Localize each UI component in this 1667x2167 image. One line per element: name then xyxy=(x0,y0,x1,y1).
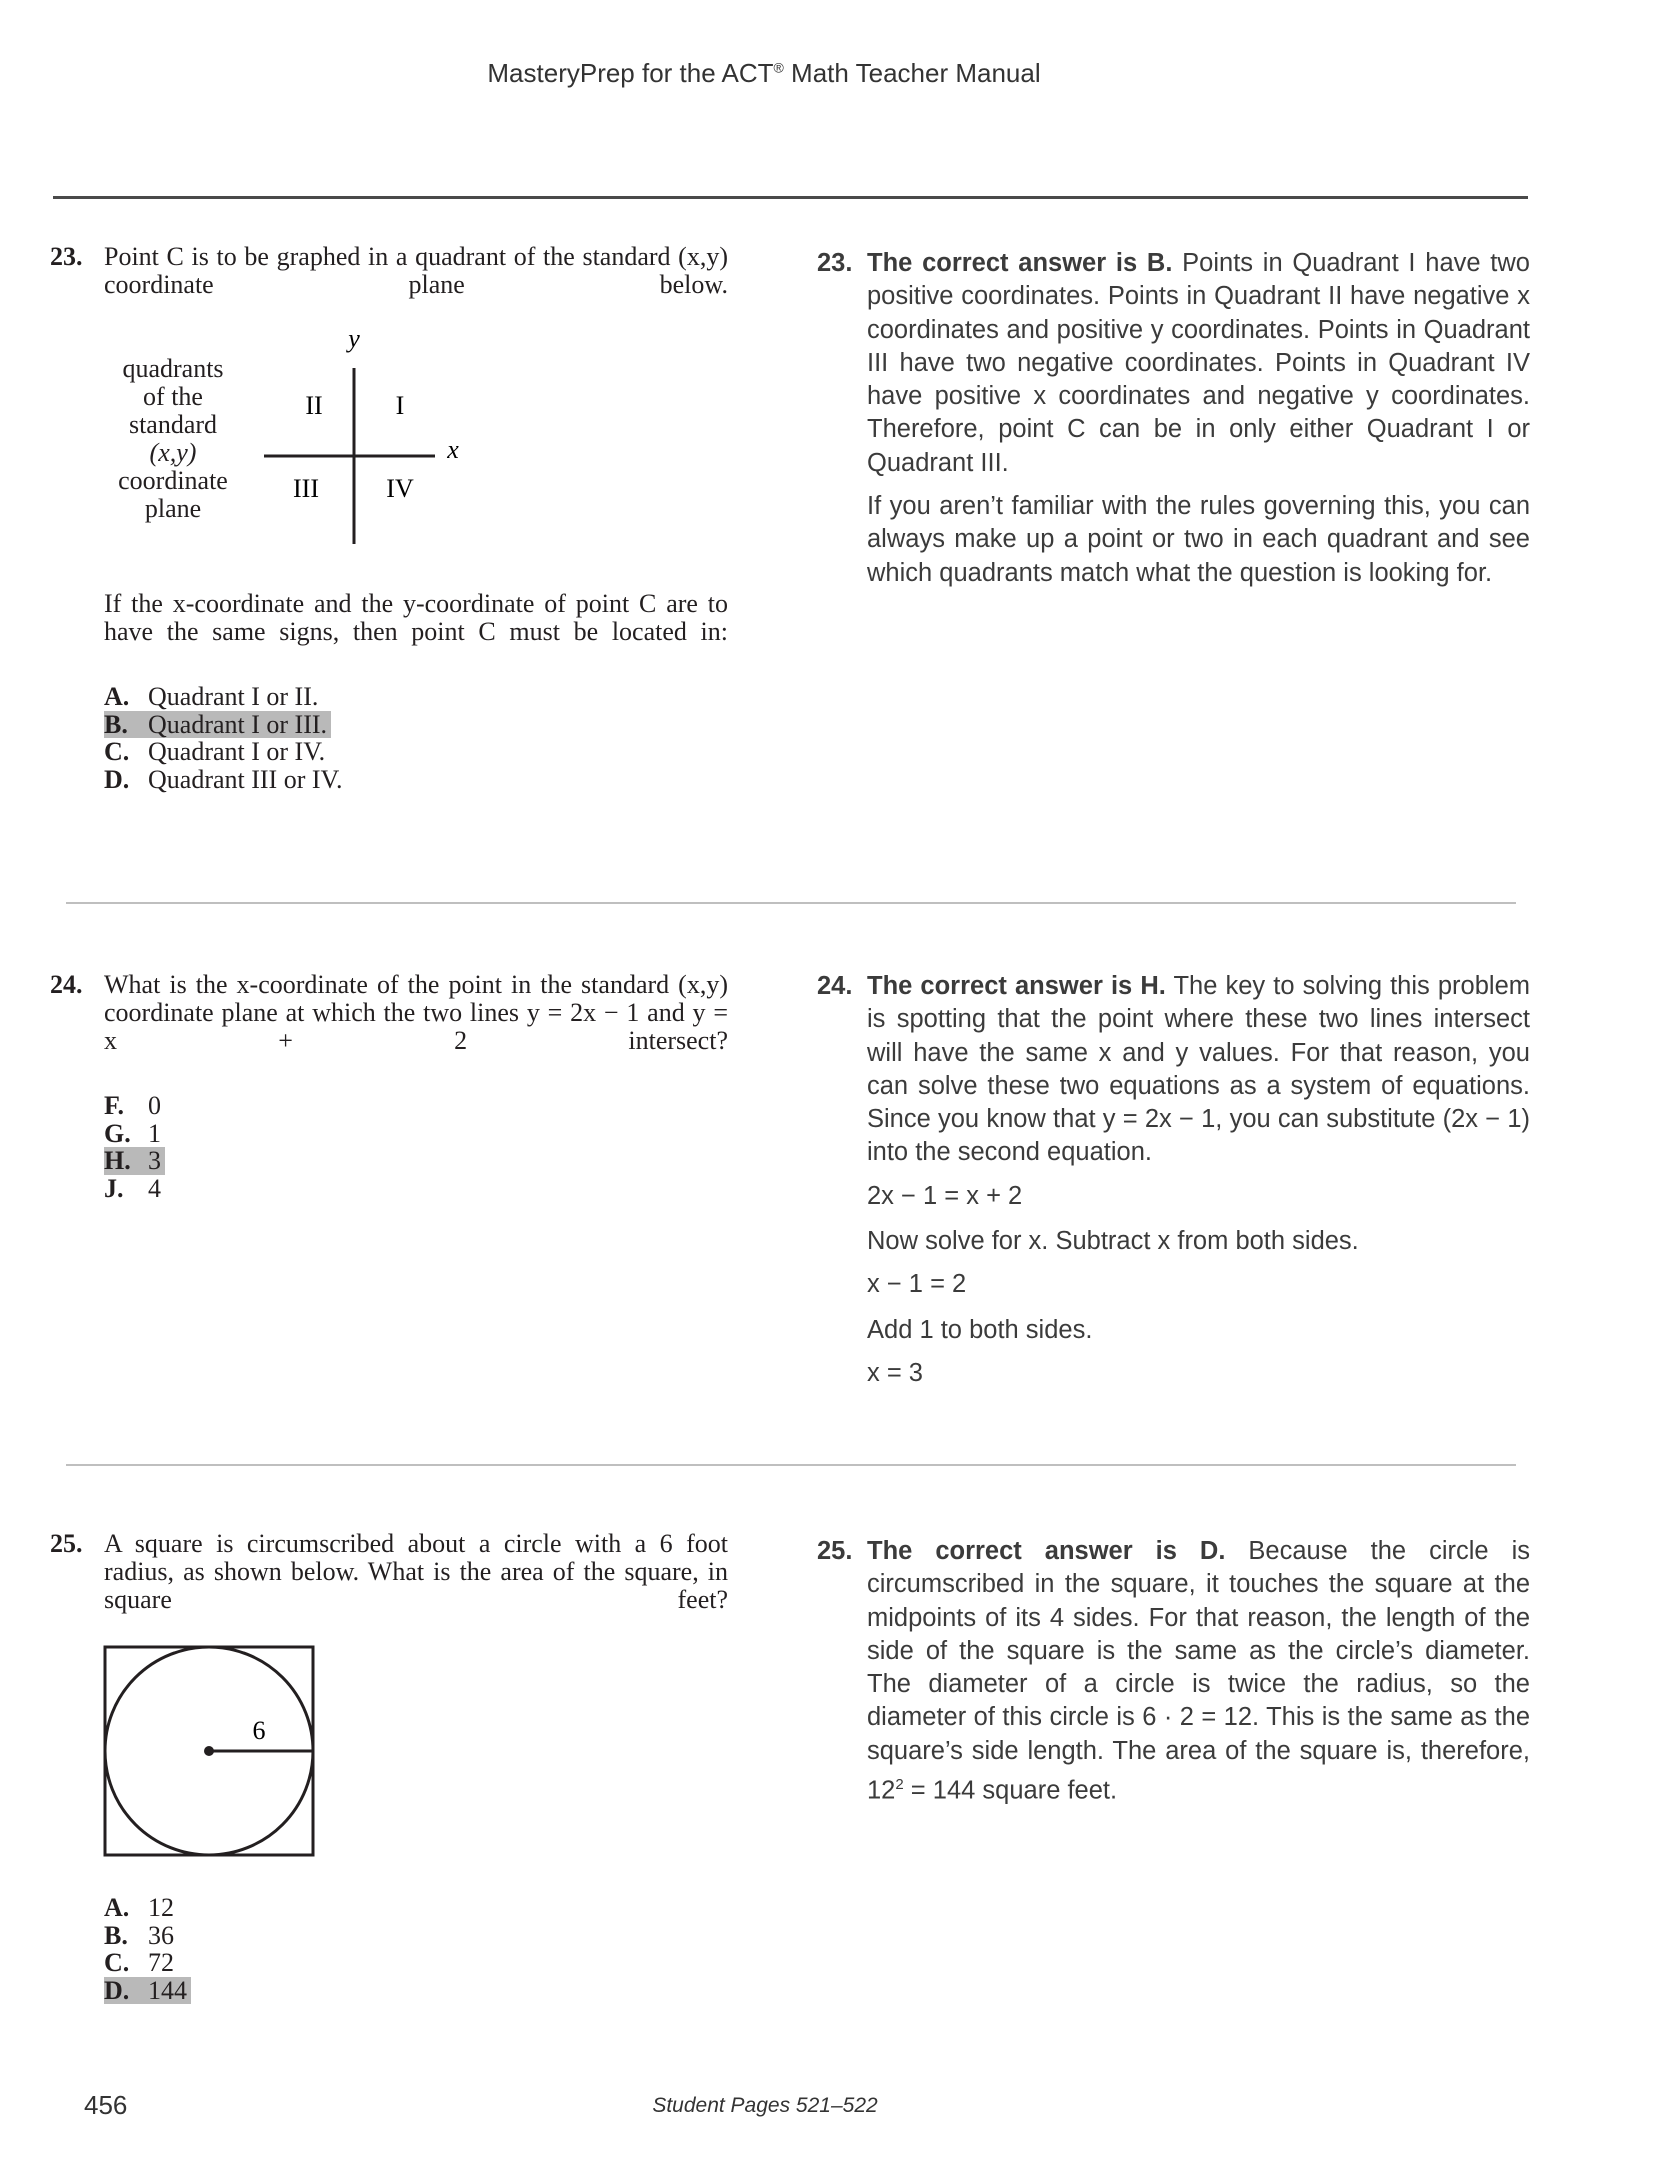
quadrant-figure-caption xyxy=(104,355,242,523)
choice-text: Quadrant I or IV. xyxy=(148,737,326,766)
answer-paragraph: If you aren’t familiar with the rules governing this, you can always make up a point or two in each quadrant and see which quadrants match what the question is looking for. xyxy=(867,492,1530,587)
quadrant-label: I xyxy=(395,391,405,420)
choice-text: Quadrant I or III. xyxy=(148,709,328,739)
radius-label: 6 xyxy=(252,1716,266,1745)
choice-text: 0 xyxy=(148,1091,161,1120)
question-stem: Point C is to be graphed in a quadrant of the standard (x,y) coordinate plane below. xyxy=(104,242,728,299)
question-23 xyxy=(50,243,728,327)
header-title: MasteryPrep for the ACT xyxy=(487,58,774,88)
page-number: 456 xyxy=(84,2090,128,2120)
choice-d[interactable] xyxy=(104,766,346,794)
choice-b[interactable] xyxy=(104,1922,191,1950)
choice-letter: B. xyxy=(104,1920,128,1950)
choice-text: 4 xyxy=(148,1173,161,1203)
choice-h-correct[interactable] xyxy=(104,1147,165,1175)
header-rule xyxy=(53,196,1528,199)
question-number: 25. xyxy=(50,1529,83,1558)
answer-paragraph: Now solve for x. Subtract x from both sides. xyxy=(867,1227,1359,1256)
choice-letter: H. xyxy=(104,1146,131,1175)
choice-text: 144 xyxy=(148,1975,187,2005)
answer-choices-25 xyxy=(104,1894,191,2004)
section-divider xyxy=(66,902,1516,904)
page-header xyxy=(0,58,1528,89)
center-point xyxy=(204,1746,214,1756)
question-25 xyxy=(50,1530,728,1642)
choice-letter: C. xyxy=(104,1948,130,1977)
answer-paragraph xyxy=(867,970,1530,1170)
caption-line: coordinate xyxy=(118,466,228,495)
caption-line: (x,y) xyxy=(149,438,197,467)
answer-lead: The correct answer is D. xyxy=(867,1537,1226,1565)
answer-text: = 144 square feet. xyxy=(903,1776,1118,1805)
choice-a[interactable] xyxy=(104,683,346,711)
question-prompt: If the x-coordinate and the y-coordinate of point C are to have the same signs, then point C must be located in: xyxy=(104,589,728,646)
answer-number: 25. xyxy=(817,1537,853,1565)
choice-j[interactable] xyxy=(104,1175,165,1203)
choice-text: 12 xyxy=(148,1893,174,1922)
choice-text: Quadrant I or II. xyxy=(148,682,319,711)
equation: x = 3 xyxy=(867,1358,923,1387)
answer-choices-24 xyxy=(104,1092,165,1202)
question-number: 24. xyxy=(50,970,83,999)
question-24 xyxy=(50,971,728,1083)
answer-text: Points in Quadrant I have two positive coordinates. Points in Quadrant II have negative x coordinates and positive y coordinates. Points in Quadrant III have two negative coordinates. Points in Quadrant IV have positive x coordinates and negative y coordinates. Therefore, point C can be in only either Quadrant I or Quadrant III. xyxy=(867,249,1530,477)
answer-paragraph xyxy=(867,1535,1530,1808)
question-number: 23. xyxy=(50,242,83,271)
question-stem: What is the x-coordinate of the point in the standard (x,y) coordinate plane at which the two lines y = 2x − 1 and y = x + 2 intersect? xyxy=(104,970,728,1055)
answer-paragraph: Add 1 to both sides. xyxy=(867,1315,1093,1344)
choice-c[interactable] xyxy=(104,1949,191,1977)
answer-text: Because the circle is circumscribed in the square, it touches the square at the midpoints of its 4 sides. For that reason, the length of the side of the square is the same as the circle’s diameter. The diameter of a circle is twice the radius, so the diameter of this circle is 6 · 2 = 12. This is the same as the square’s side length. The area of the square is, therefore, 12 xyxy=(867,1537,1530,1805)
answer-23 xyxy=(817,247,1530,600)
answer-choices-23 xyxy=(104,683,346,793)
choice-text: 72 xyxy=(148,1948,174,1977)
answer-24 xyxy=(817,970,1530,1402)
choice-letter: A. xyxy=(104,682,130,711)
quadrant-label: IV xyxy=(386,474,414,503)
choice-letter: D. xyxy=(104,1975,130,2005)
choice-c[interactable] xyxy=(104,738,346,766)
answer-lead: The correct answer is H. xyxy=(867,972,1166,1000)
answer-number: 23. xyxy=(817,249,853,277)
quadrant-label: II xyxy=(305,391,323,420)
answer-lead: The correct answer is B. xyxy=(867,249,1173,277)
choice-d-correct[interactable] xyxy=(104,1977,191,2005)
choice-letter: F. xyxy=(104,1091,124,1120)
exponent: 2 xyxy=(895,1776,904,1794)
choice-text: 3 xyxy=(148,1146,161,1175)
registered-mark: ® xyxy=(773,59,784,76)
choice-a[interactable] xyxy=(104,1894,191,1922)
caption-line: standard xyxy=(128,410,218,439)
choice-letter: A. xyxy=(104,1893,130,1922)
question-stem: A square is circumscribed about a circle with a 6 foot radius, as shown below. What is the area of the square, in square feet? xyxy=(104,1529,728,1614)
choice-letter: D. xyxy=(104,764,130,794)
choice-g[interactable] xyxy=(104,1120,165,1148)
choice-text: Quadrant III or IV. xyxy=(148,764,343,794)
answer-number: 24. xyxy=(817,972,853,1000)
choice-letter: G. xyxy=(104,1118,131,1148)
answer-paragraph xyxy=(867,247,1530,480)
caption-line: quadrants xyxy=(122,354,224,383)
quadrant-label: III xyxy=(293,474,319,503)
y-axis-label: y xyxy=(348,324,360,353)
equation: 2x − 1 = x + 2 xyxy=(867,1181,1023,1210)
section-divider xyxy=(66,1464,1516,1466)
choice-f[interactable] xyxy=(104,1092,165,1120)
caption-line: of the xyxy=(143,382,203,411)
square-circle-diagram xyxy=(100,1642,320,1862)
choice-letter: C. xyxy=(104,737,130,766)
student-pages-reference: Student Pages 521–522 xyxy=(652,2094,878,2117)
answer-text: The key to solving this problem is spotting that the point where these two lines intersect will have the same x and y values. For that reason, you can solve these two equations as a system of equations. Since you know that y = 2x − 1, you can substitute (2x − 1) into the second equation. xyxy=(867,972,1530,1167)
x-axis-label: x xyxy=(447,435,459,464)
choice-letter: B. xyxy=(104,709,128,739)
choice-text: 36 xyxy=(148,1920,174,1950)
caption-line: plane xyxy=(144,494,202,523)
equation: x − 1 = 2 xyxy=(867,1270,967,1299)
answer-25 xyxy=(817,1535,1530,1818)
header-title-rest: Math Teacher Manual xyxy=(783,58,1041,88)
question-23-prompt xyxy=(50,590,728,674)
choice-letter: J. xyxy=(104,1173,124,1203)
quadrant-diagram xyxy=(250,322,480,552)
choice-text: 1 xyxy=(148,1118,161,1148)
choice-b-correct[interactable] xyxy=(104,711,331,739)
